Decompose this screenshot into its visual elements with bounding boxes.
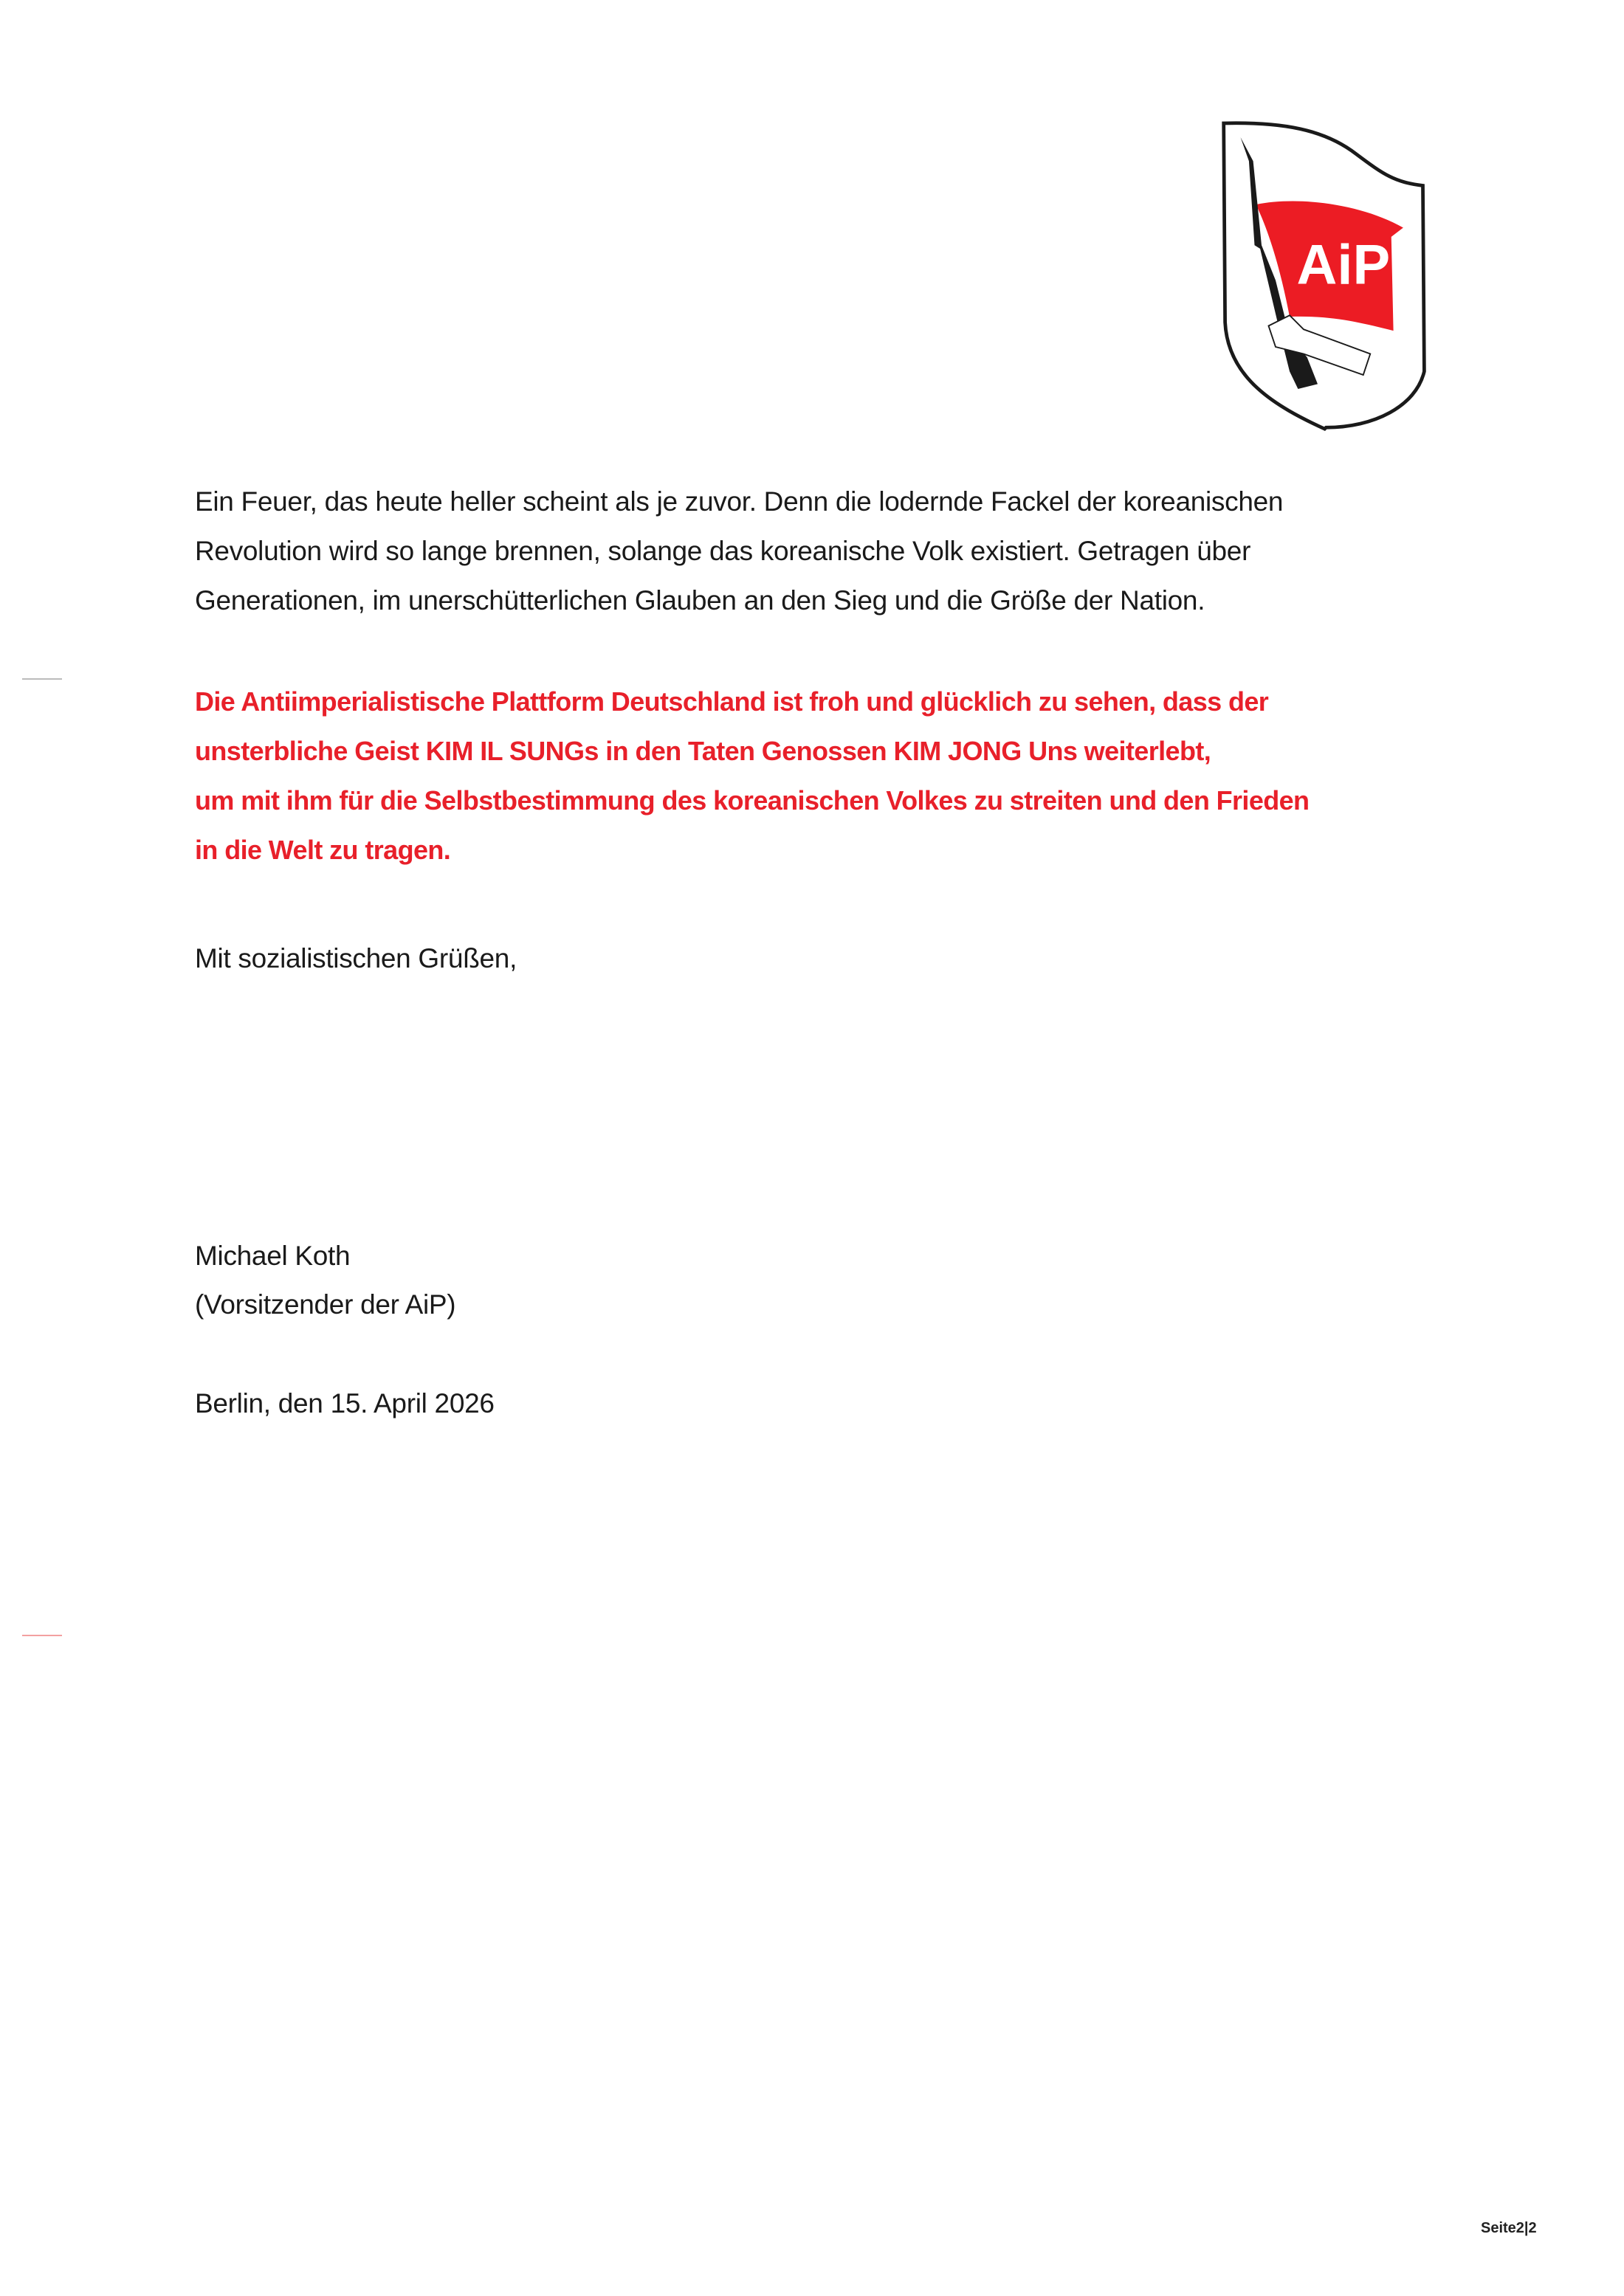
signer-title: (Vorsitzender der AiP) [195,1289,456,1320]
intro-line: Revolution wird so lange brennen, solange das koreanische Volk existiert. Getragen über [195,536,1251,566]
aip-logo [1219,111,1444,443]
highlight-line: in die Welt zu tragen. [195,835,451,865]
closing-greeting: Mit sozialistischen Grüßen, [195,943,517,973]
highlight-line: Die Antiimperialistische Plattform Deutschland ist froh und glücklich zu sehen, dass der [195,686,1269,717]
place-date: Berlin, den 15. April 2026 [195,1388,495,1418]
highlight-line: unsterbliche Geist KIM IL SUNGs in den Taten Genossen KIM JONG Uns weiterlebt, [195,736,1211,766]
fold-mark [22,678,62,680]
highlight-line: um mit ihm für die Selbstbestimmung des koreanischen Volkes zu streiten und den Frieden [195,785,1310,816]
signer-name: Michael Koth [195,1241,351,1271]
intro-line: Ein Feuer, das heute heller scheint als je zuvor. Denn die lodernde Fackel der koreanischen [195,486,1284,517]
intro-line: Generationen, im unerschütterlichen Glauben an den Sieg und die Größe der Nation. [195,585,1205,616]
punch-mark [22,1635,62,1636]
page-number: Seite2|2 [1481,2220,1537,2236]
svg-text:AiP: AiP [1296,233,1391,297]
